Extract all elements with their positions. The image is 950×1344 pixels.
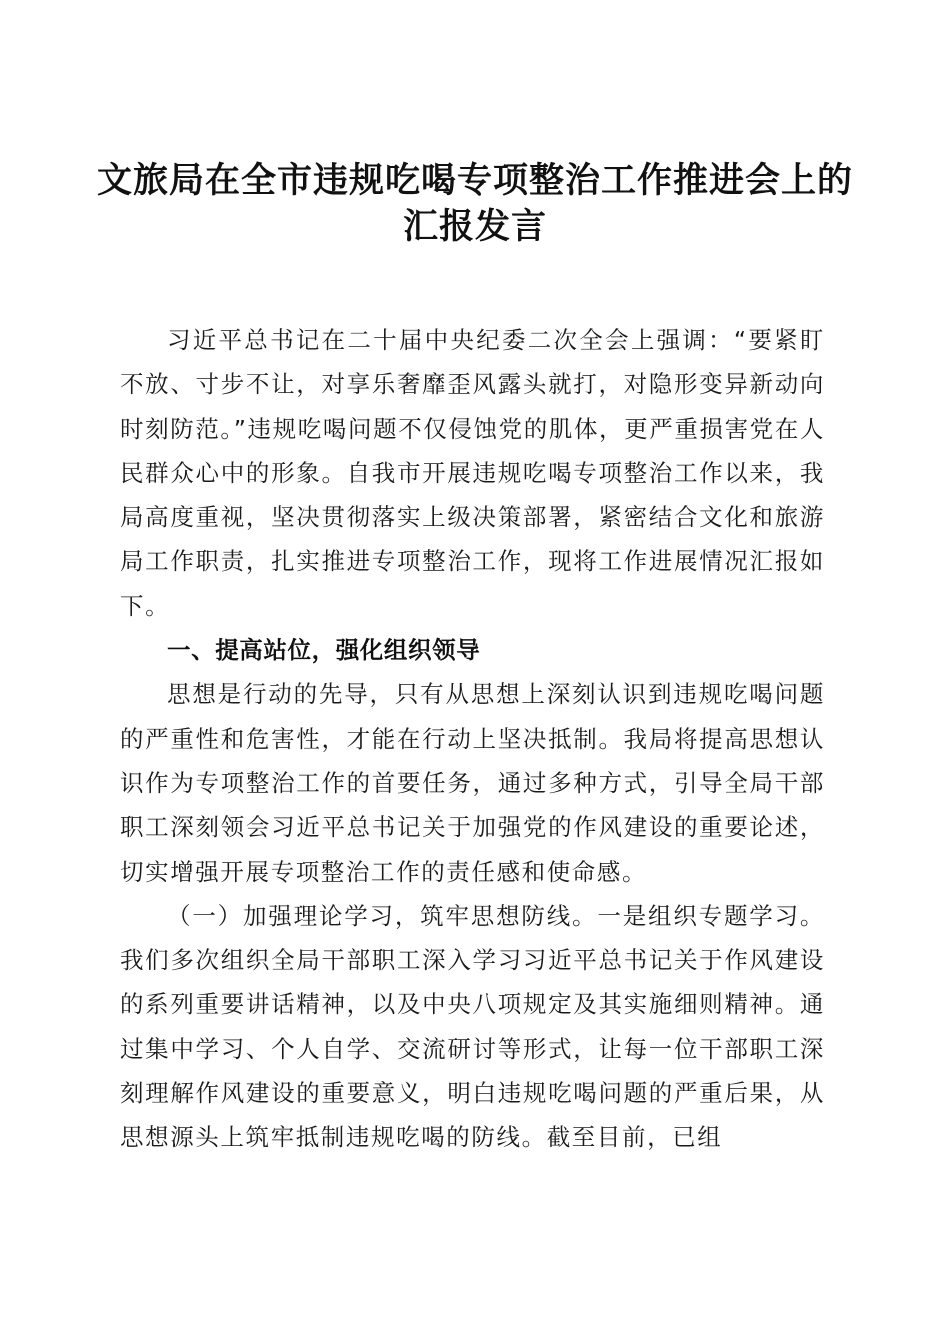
subsection-1-text: 一是组织专题学习。我们多次组织全局干部职工深入学习习近平总书记关于作风建设的系列重要讲话精神，以及中央八项规定及其实施细则精神。通过集中学习、个人自学、交流研讨等形式，让每一位干部职工深刻理解作风建设的重要意义，明白违规吃喝问题的严重后果，从思想源头上筑牢抵制违规吃喝的防线。截至目前，已组 <box>120 901 825 1152</box>
section-1-paragraph: 思想是行动的先导，只有从思想上深刻认识到违规吃喝问题的严重性和危害性，才能在行动上坚决抵制。我局将提高思想认识作为专项整治工作的首要任务，通过多种方式，引导全局干部职工深刻领会习近平总书记关于加强党的作风建设的重要论述，切实增强开展专项整治工作的责任感和使命感。 <box>120 680 825 886</box>
document-body <box>120 318 825 1160</box>
section-1-heading: 一、提高站位，强化组织领导 <box>167 636 481 665</box>
subsection-1-paragraph <box>120 894 825 1160</box>
intro-paragraph: 习近平总书记在二十届中央纪委二次全会上强调：“要紧盯不放、寸步不让，对享乐奢靡歪风露头就打，对隐形变异新动向时刻防范。”违规吃喝问题不仅侵蚀党的肌体，更严重损害党在人民群众心中的形象。自我市开展违规吃喝专项整治工作以来，我局高度重视，坚决贯彻落实上级决策部署，紧密结合文化和旅游局工作职责，扎实推进专项整治工作，现将工作进展情况汇报如下。 <box>120 326 825 620</box>
document-title: 文旅局在全市违规吃喝专项整治工作推进会上的汇报发言 <box>96 160 853 247</box>
subsection-1-heading: （一）加强理论学习，筑牢思想防线。 <box>167 901 598 930</box>
